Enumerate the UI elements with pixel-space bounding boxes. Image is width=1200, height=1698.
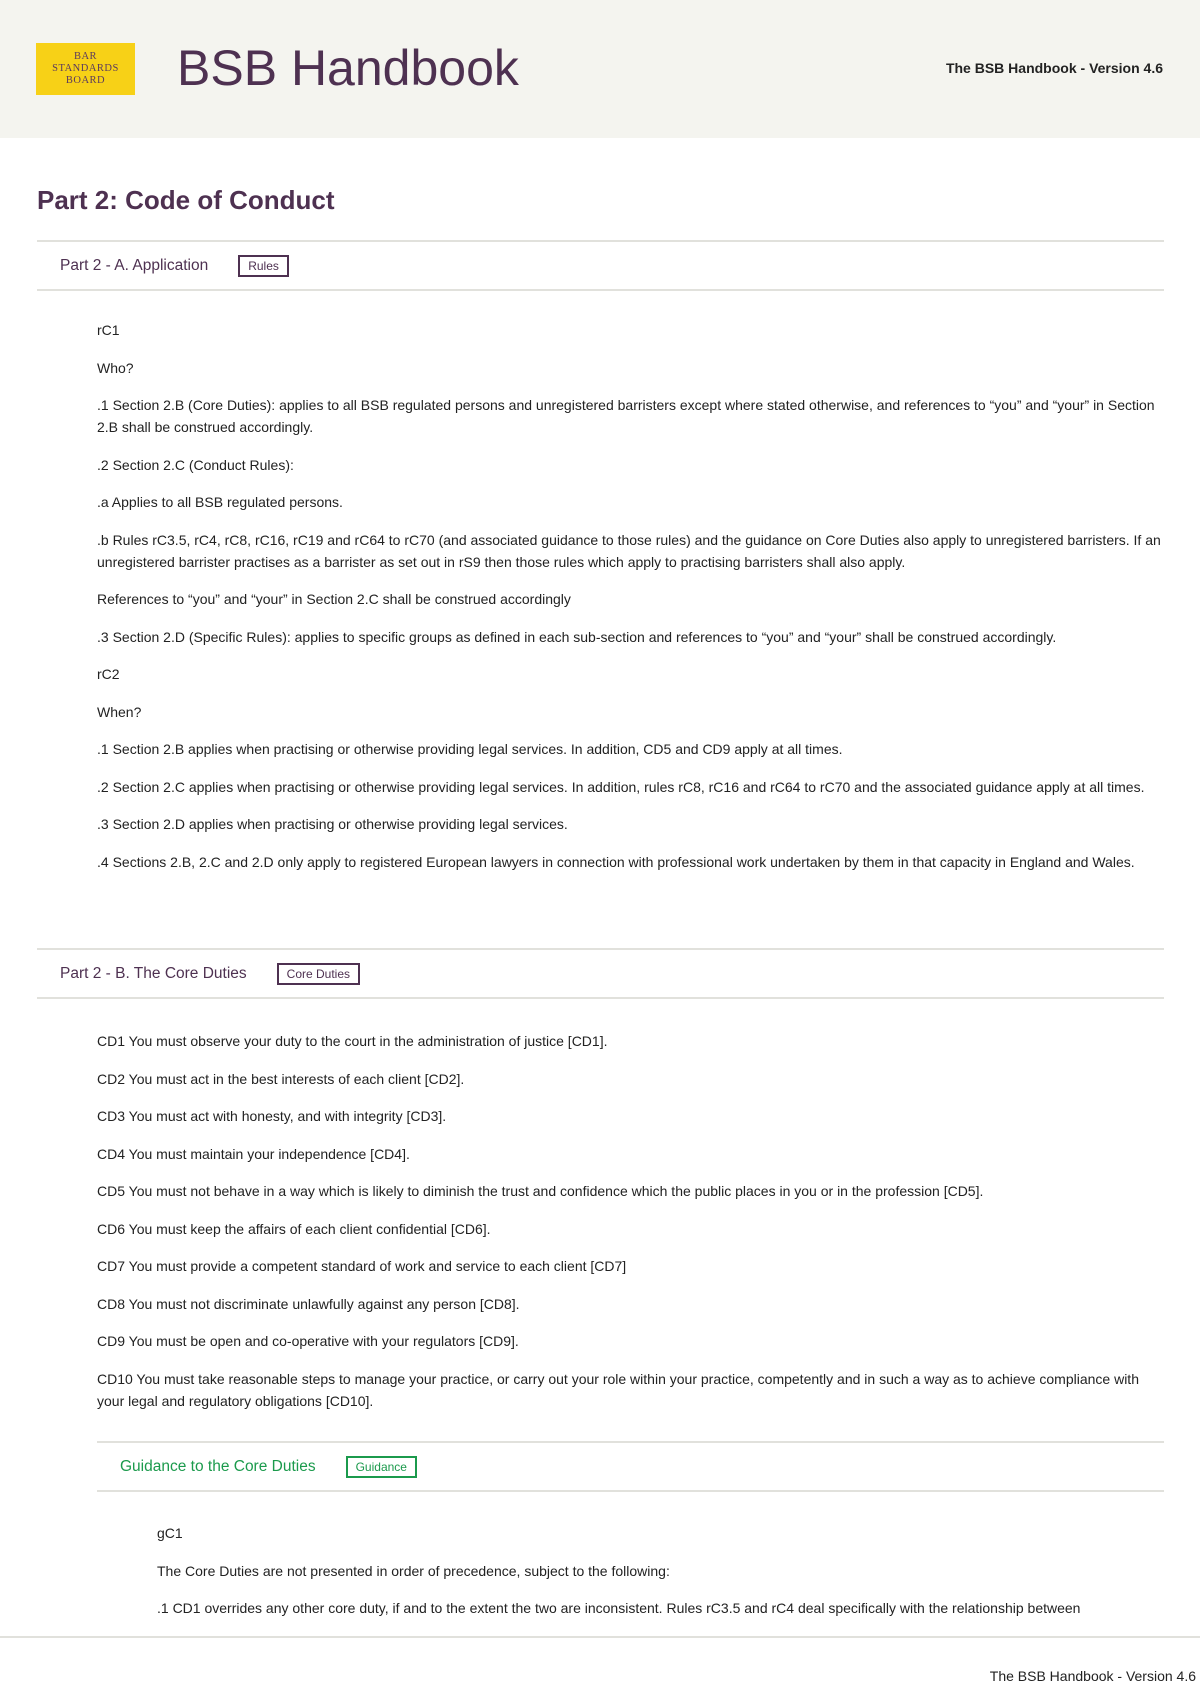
paragraph: CD6 You must keep the affairs of each client confidential [CD6].: [97, 1220, 491, 1237]
section-title: Part 2 - B. The Core Duties: [60, 964, 247, 982]
paragraph: .1 CD1 overrides any other core duty, if and to the extent the two are inconsistent. Rules rC3.5 and rC4 deal specifically with the relationship between: [157, 1600, 1081, 1616]
paragraph: CD4 You must maintain your independence [CD4].: [97, 1145, 410, 1162]
paragraph: .b Rules rC3.5, rC4, rC8, rC16, rC19 and rC64 to rC70 (and associated guidance to those rules) and the guidance on Core Duties also apply to unregistered barristers. If an unregistered barrister practises as a barrister as set out in rS9 then those rules which apply to practising barristers shall also apply.: [97, 531, 1161, 570]
section-header-guidance[interactable]: [97, 1441, 1164, 1492]
paragraph: rC1: [97, 322, 120, 338]
paragraph: rC2: [97, 666, 120, 682]
paragraph: CD5 You must not behave in a way which is likely to diminish the trust and confidence which the public places in you or in the profession [CD5].: [97, 1183, 984, 1199]
rules-tag: Rules: [238, 255, 289, 277]
paragraph: CD8 You must not discriminate unlawfully against any person [CD8].: [97, 1295, 520, 1312]
logo-line-2: STANDARDS: [52, 63, 119, 74]
paragraph: CD1 You must observe your duty to the court in the administration of justice [CD1].: [97, 1033, 608, 1049]
paragraph: .3 Section 2.D applies when practising or otherwise providing legal services.: [97, 816, 568, 832]
paragraph: .1 Section 2.B applies when practising or otherwise providing legal services. In addition, CD5 and CD9 apply at all times.: [97, 741, 843, 757]
header-version: The BSB Handbook - Version 4.6: [945, 60, 1163, 76]
paragraph: .1 Section 2.B (Core Duties): applies to all BSB regulated persons and unregistered barristers except where stated otherwise, and references to “you” and “your” in Section 2.B shall be construed accordingly.: [97, 397, 1155, 435]
paragraph: CD7 You must provide a competent standard of work and service to each client [CD7]: [97, 1258, 627, 1274]
section-header-core-duties[interactable]: [37, 948, 1164, 999]
section-header-application[interactable]: [37, 240, 1164, 291]
footer-divider: [0, 1636, 1200, 1638]
paragraph: CD3 You must act with honesty, and with integrity [CD3].: [97, 1108, 447, 1124]
paragraph: Who?: [97, 359, 134, 376]
section-content-guidance: [157, 1522, 1167, 1635]
page-title: Part 2: Code of Conduct: [37, 185, 335, 215]
page-header: [0, 0, 1200, 138]
paragraph: CD2 You must act in the best interests of each client [CD2].: [97, 1070, 465, 1087]
app-title: BSB Handbook: [177, 40, 519, 96]
paragraph: CD9 You must be open and co-operative with your regulators [CD9].: [97, 1333, 519, 1349]
paragraph: .3 Section 2.D (Specific Rules): applies to specific groups as defined in each sub-section and references to “you” and “your” shall be construed accordingly.: [97, 628, 1057, 645]
paragraph: gC1: [157, 1525, 183, 1541]
paragraph: .4 Sections 2.B, 2.C and 2.D only apply to registered European lawyers in connection with professional work undertaken by them in that capacity in England and Wales.: [97, 853, 1135, 870]
section-content-application: [97, 319, 1167, 888]
paragraph: CD10 You must take reasonable steps to manage your practice, or carry out your role within your practice, competently and in such a way as to achieve compliance with your legal and regulatory obligations [CD10].: [97, 1370, 1139, 1409]
paragraph: .a Applies to all BSB regulated persons.: [97, 494, 343, 510]
paragraph: .2 Section 2.C applies when practising or otherwise providing legal services. In addition, rules rC8, rC16 and rC64 to rC70 and the associated guidance apply at all times.: [97, 778, 1145, 795]
section-title: Part 2 - A. Application: [60, 256, 209, 274]
core-duties-tag: Core Duties: [277, 963, 360, 985]
logo-line-1: BAR: [73, 51, 98, 62]
paragraph: The Core Duties are not presented in order of precedence, subject to the following:: [157, 1562, 670, 1579]
section-title: Guidance to the Core Duties: [120, 1457, 316, 1475]
bsb-logo: [36, 43, 135, 95]
paragraph: When?: [97, 703, 142, 720]
guidance-tag: Guidance: [346, 1456, 417, 1478]
paragraph: .2 Section 2.C (Conduct Rules):: [97, 456, 294, 473]
footer-version: The BSB Handbook - Version 4.6: [989, 1668, 1196, 1684]
logo-line-3: BOARD: [65, 75, 106, 86]
section-content-core-duties: [97, 1030, 1167, 1427]
paragraph: References to “you” and “your” in Section 2.C shall be construed accordingly: [97, 591, 571, 607]
